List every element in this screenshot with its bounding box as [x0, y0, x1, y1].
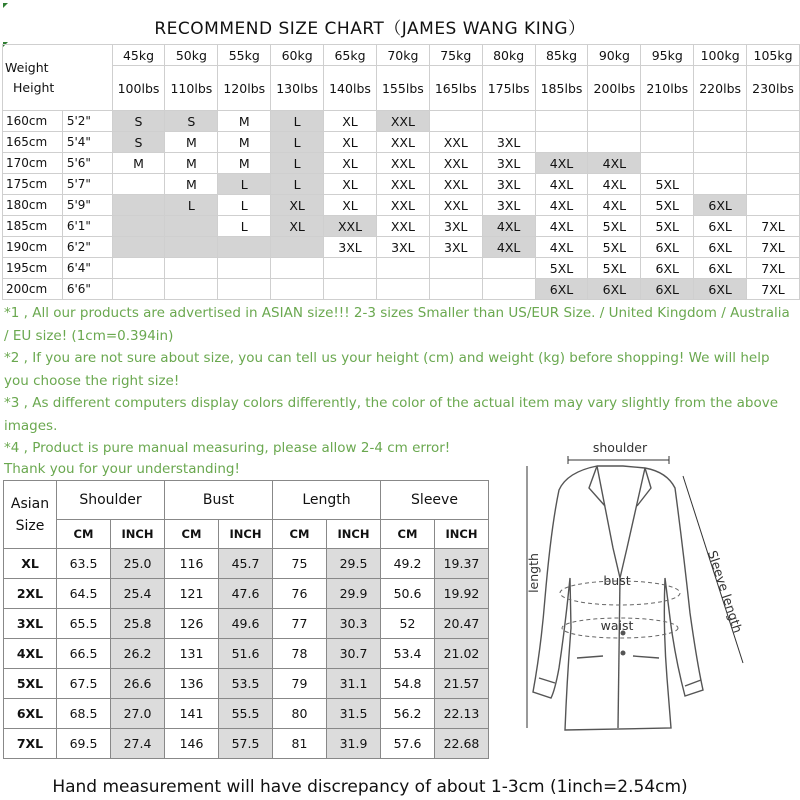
size-cell [324, 258, 377, 279]
size-cell: L [271, 174, 324, 195]
weight-lbs-header: 220lbs [694, 66, 747, 111]
size-cell: 3XL [376, 237, 429, 258]
inch-value-cell: 21.57 [435, 669, 489, 699]
size-cell [535, 111, 588, 132]
weight-kg-header: 105kg [747, 45, 800, 66]
measure-row [4, 549, 489, 579]
size-cell: 5XL [641, 216, 694, 237]
size-cell: L [271, 153, 324, 174]
size-cell: 4XL [588, 174, 641, 195]
height-cm-cell: 165cm [3, 132, 63, 153]
height-cm-cell: 200cm [3, 279, 63, 300]
inch-value-cell: 45.7 [219, 549, 273, 579]
size-cell: 3XL [482, 132, 535, 153]
height-ft-cell: 5'2" [62, 111, 112, 132]
size-label-cell: 5XL [4, 669, 57, 699]
cm-value-cell: 136 [165, 669, 219, 699]
measure-row [4, 639, 489, 669]
inch-value-cell: 29.5 [327, 549, 381, 579]
size-cell: 7XL [747, 258, 800, 279]
height-ft-cell: 5'6" [62, 153, 112, 174]
size-cell: XXL [376, 195, 429, 216]
unit-cm-header: CM [273, 520, 327, 549]
size-label-cell: 2XL [4, 579, 57, 609]
size-cell [482, 258, 535, 279]
weight-lbs-header: 210lbs [641, 66, 694, 111]
size-cell: 5XL [588, 216, 641, 237]
size-cell: 4XL [535, 216, 588, 237]
inch-value-cell: 21.02 [435, 639, 489, 669]
size-cell: S [112, 111, 165, 132]
inch-value-cell: 20.47 [435, 609, 489, 639]
size-cell: L [218, 216, 271, 237]
corner-mark [3, 3, 8, 8]
size-cell: 5XL [641, 174, 694, 195]
size-cell [482, 111, 535, 132]
size-row [3, 195, 800, 216]
size-cell [429, 111, 482, 132]
size-cell: 3XL [324, 237, 377, 258]
size-label-cell: XL [4, 549, 57, 579]
size-cell: 6XL [694, 237, 747, 258]
height-cm-cell: 175cm [3, 174, 63, 195]
weight-lbs-header: 155lbs [376, 66, 429, 111]
size-cell: L [271, 132, 324, 153]
inch-value-cell: 19.92 [435, 579, 489, 609]
inch-value-cell: 25.4 [111, 579, 165, 609]
size-cell: XXL [324, 216, 377, 237]
size-cell [641, 132, 694, 153]
footer-note: Hand measurement will have discrepancy of about 1-3cm (1inch=2.54cm) [52, 777, 688, 797]
cm-value-cell: 65.5 [57, 609, 111, 639]
size-cell [641, 111, 694, 132]
cm-value-cell: 56.2 [381, 699, 435, 729]
unit-cm-header: CM [57, 520, 111, 549]
length-label: length [526, 553, 541, 593]
size-cell [376, 258, 429, 279]
shoulder-label: shoulder [592, 440, 648, 455]
size-cell: M [218, 132, 271, 153]
height-cm-cell: 195cm [3, 258, 63, 279]
size-cell: XL [324, 132, 377, 153]
size-cell: L [165, 195, 218, 216]
weight-lbs-header: 130lbs [271, 66, 324, 111]
cm-value-cell: 54.8 [381, 669, 435, 699]
size-cell: 3XL [482, 195, 535, 216]
height-ft-cell: 5'9" [62, 195, 112, 216]
size-cell: L [218, 174, 271, 195]
size-row [3, 153, 800, 174]
size-cell [112, 279, 165, 300]
size-cell [694, 111, 747, 132]
size-cell: 5XL [535, 258, 588, 279]
size-cell: XL [324, 174, 377, 195]
size-cell: XL [324, 195, 377, 216]
weight-kg-header: 80kg [482, 45, 535, 66]
size-cell [482, 279, 535, 300]
inch-value-cell: 30.3 [327, 609, 381, 639]
height-ft-cell: 6'6" [62, 279, 112, 300]
note-line: Thank you for your understanding! [4, 460, 240, 477]
size-cell: M [165, 132, 218, 153]
weight-kg-header: 100kg [694, 45, 747, 66]
height-ft-cell: 6'2" [62, 237, 112, 258]
size-cell [112, 258, 165, 279]
unit-cm-header: CM [165, 520, 219, 549]
size-cell: S [112, 132, 165, 153]
weight-kg-header: 50kg [165, 45, 218, 66]
size-cell: 4XL [482, 216, 535, 237]
weight-lbs-header: 230lbs [747, 66, 800, 111]
size-cell: 4XL [535, 195, 588, 216]
size-cell: 4XL [535, 153, 588, 174]
cm-value-cell: 49.2 [381, 549, 435, 579]
inch-value-cell: 57.5 [219, 729, 273, 759]
weight-kg-header: 60kg [271, 45, 324, 66]
size-cell [324, 279, 377, 300]
size-cell [271, 258, 324, 279]
inch-value-cell: 31.5 [327, 699, 381, 729]
size-cell: 4XL [482, 237, 535, 258]
size-cell [694, 132, 747, 153]
measure-group-header: Length [273, 481, 381, 520]
size-cell: XXL [429, 174, 482, 195]
size-cell [641, 153, 694, 174]
size-row [3, 111, 800, 132]
cm-value-cell: 64.5 [57, 579, 111, 609]
size-cell: 4XL [588, 195, 641, 216]
weight-lbs-header: 185lbs [535, 66, 588, 111]
cm-value-cell: 67.5 [57, 669, 111, 699]
cm-value-cell: 63.5 [57, 549, 111, 579]
cm-value-cell: 52 [381, 609, 435, 639]
inch-value-cell: 31.9 [327, 729, 381, 759]
measure-row [4, 699, 489, 729]
size-cell [165, 279, 218, 300]
size-row [3, 258, 800, 279]
measure-row [4, 609, 489, 639]
asian-size-header: Asian Size [4, 481, 57, 549]
unit-inch-header: INCH [435, 520, 489, 549]
inch-value-cell: 27.4 [111, 729, 165, 759]
waist-label: waist [600, 618, 634, 633]
unit-cm-header: CM [381, 520, 435, 549]
inch-value-cell: 55.5 [219, 699, 273, 729]
height-header-label: Height [13, 79, 55, 95]
weight-lbs-header: 110lbs [165, 66, 218, 111]
inch-value-cell: 26.6 [111, 669, 165, 699]
size-cell: 6XL [588, 279, 641, 300]
height-cm-cell: 160cm [3, 111, 63, 132]
size-row [3, 132, 800, 153]
size-cell: 3XL [482, 153, 535, 174]
size-cell: S [165, 111, 218, 132]
measure-row [4, 669, 489, 699]
size-cell [112, 195, 165, 216]
size-label-cell: 3XL [4, 609, 57, 639]
size-cell: XXL [376, 111, 429, 132]
cm-value-cell: 79 [273, 669, 327, 699]
size-label-cell: 7XL [4, 729, 57, 759]
size-row [3, 216, 800, 237]
height-ft-cell: 6'1" [62, 216, 112, 237]
size-cell: 5XL [641, 195, 694, 216]
inch-value-cell: 22.13 [435, 699, 489, 729]
unit-inch-header: INCH [111, 520, 165, 549]
size-cell [747, 132, 800, 153]
inch-value-cell: 22.68 [435, 729, 489, 759]
inch-value-cell: 51.6 [219, 639, 273, 669]
size-cell: 5XL [588, 237, 641, 258]
size-cell [429, 258, 482, 279]
inch-value-cell: 26.2 [111, 639, 165, 669]
size-cell: 4XL [535, 174, 588, 195]
size-cell: XXL [376, 216, 429, 237]
size-cell [747, 111, 800, 132]
size-cell [112, 237, 165, 258]
size-cell [218, 258, 271, 279]
weight-kg-header: 95kg [641, 45, 694, 66]
cm-value-cell: 66.5 [57, 639, 111, 669]
weight-lbs-header: 175lbs [482, 66, 535, 111]
inch-value-cell: 25.0 [111, 549, 165, 579]
size-cell: 7XL [747, 237, 800, 258]
inch-value-cell: 47.6 [219, 579, 273, 609]
size-cell [747, 153, 800, 174]
inch-value-cell: 25.8 [111, 609, 165, 639]
weight-kg-header: 65kg [324, 45, 377, 66]
jacket-diagram [505, 428, 795, 773]
weight-header-label: Weight [5, 59, 49, 75]
cm-value-cell: 141 [165, 699, 219, 729]
size-cell [218, 279, 271, 300]
measure-group-header: Bust [165, 481, 273, 520]
size-cell [218, 237, 271, 258]
weight-kg-header: 70kg [376, 45, 429, 66]
note-line: *3 , As different computers display colors differently, the color of the actual item may vary slightly from the above images. [4, 395, 778, 434]
size-cell: M [112, 153, 165, 174]
size-cell [165, 216, 218, 237]
size-cell: 7XL [747, 279, 800, 300]
inch-value-cell: 31.1 [327, 669, 381, 699]
size-cell [747, 195, 800, 216]
unit-inch-header: INCH [327, 520, 381, 549]
bust-label: bust [603, 573, 631, 588]
size-cell [112, 216, 165, 237]
size-cell: 7XL [747, 216, 800, 237]
size-cell: XL [271, 195, 324, 216]
size-cell: XXL [376, 132, 429, 153]
size-cell [271, 279, 324, 300]
measure-row [4, 579, 489, 609]
height-ft-cell: 5'4" [62, 132, 112, 153]
inch-value-cell: 19.37 [435, 549, 489, 579]
size-cell: L [271, 111, 324, 132]
height-cm-cell: 185cm [3, 216, 63, 237]
cm-value-cell: 126 [165, 609, 219, 639]
size-cell [694, 174, 747, 195]
size-cell [165, 237, 218, 258]
size-cell: 6XL [694, 195, 747, 216]
size-cell: M [165, 153, 218, 174]
size-cell: 3XL [429, 237, 482, 258]
measurement-table [3, 480, 489, 759]
size-cell: XXL [429, 195, 482, 216]
size-cell: XXL [376, 153, 429, 174]
weight-lbs-header: 165lbs [429, 66, 482, 111]
size-cell: XL [271, 216, 324, 237]
size-cell: M [165, 174, 218, 195]
weight-lbs-header: 200lbs [588, 66, 641, 111]
jacket-outline [533, 466, 703, 730]
unit-inch-header: INCH [219, 520, 273, 549]
inch-value-cell: 49.6 [219, 609, 273, 639]
cm-value-cell: 116 [165, 549, 219, 579]
size-cell [694, 153, 747, 174]
size-cell: XL [324, 153, 377, 174]
size-cell: 6XL [641, 237, 694, 258]
note-line: *4 , Product is pure manual measuring, please allow 2-4 cm error! [4, 440, 451, 456]
size-cell [376, 279, 429, 300]
size-cell [112, 174, 165, 195]
cm-value-cell: 81 [273, 729, 327, 759]
size-cell: 6XL [641, 258, 694, 279]
inch-value-cell: 30.7 [327, 639, 381, 669]
size-cell [747, 174, 800, 195]
size-cell [588, 111, 641, 132]
size-cell [535, 132, 588, 153]
size-row [3, 279, 800, 300]
size-cell: XXL [429, 153, 482, 174]
cm-value-cell: 78 [273, 639, 327, 669]
size-cell: 6XL [641, 279, 694, 300]
note-line: *2 , If you are not sure about size, you can tell us your height (cm) and weight (kg) before shopping! We will help you choose the right size! [4, 350, 770, 389]
cm-value-cell: 131 [165, 639, 219, 669]
weight-kg-header: 90kg [588, 45, 641, 66]
header-corner [3, 45, 113, 111]
cm-value-cell: 57.6 [381, 729, 435, 759]
weight-lbs-header: 140lbs [324, 66, 377, 111]
cm-value-cell: 50.6 [381, 579, 435, 609]
size-row [3, 237, 800, 258]
weight-lbs-header: 100lbs [112, 66, 165, 111]
cm-value-cell: 121 [165, 579, 219, 609]
cm-value-cell: 80 [273, 699, 327, 729]
measure-group-header: Sleeve [381, 481, 489, 520]
size-label-cell: 4XL [4, 639, 57, 669]
size-recommendation-table [2, 44, 800, 300]
measure-row [4, 729, 489, 759]
inch-value-cell: 29.9 [327, 579, 381, 609]
size-cell: 3XL [482, 174, 535, 195]
size-cell: M [218, 111, 271, 132]
size-cell: 5XL [588, 258, 641, 279]
weight-kg-header: 85kg [535, 45, 588, 66]
sleeve-label: Sleeve length [704, 548, 746, 635]
cm-value-cell: 68.5 [57, 699, 111, 729]
size-cell: 4XL [535, 237, 588, 258]
size-cell [429, 279, 482, 300]
height-cm-cell: 190cm [3, 237, 63, 258]
size-row [3, 174, 800, 195]
size-cell: M [218, 153, 271, 174]
measure-group-header: Shoulder [57, 481, 165, 520]
height-ft-cell: 6'4" [62, 258, 112, 279]
cm-value-cell: 69.5 [57, 729, 111, 759]
cm-value-cell: 77 [273, 609, 327, 639]
size-cell: XXL [429, 132, 482, 153]
cm-value-cell: 53.4 [381, 639, 435, 669]
size-label-cell: 6XL [4, 699, 57, 729]
inch-value-cell: 53.5 [219, 669, 273, 699]
size-cell: 6XL [694, 258, 747, 279]
size-cell: 3XL [429, 216, 482, 237]
weight-kg-header: 55kg [218, 45, 271, 66]
height-ft-cell: 5'7" [62, 174, 112, 195]
size-cell: 6XL [694, 279, 747, 300]
size-cell [165, 258, 218, 279]
size-cell: 6XL [535, 279, 588, 300]
height-cm-cell: 180cm [3, 195, 63, 216]
weight-kg-header: 75kg [429, 45, 482, 66]
weight-lbs-header: 120lbs [218, 66, 271, 111]
size-cell [271, 237, 324, 258]
weight-kg-header: 45kg [112, 45, 165, 66]
size-cell [588, 132, 641, 153]
cm-value-cell: 76 [273, 579, 327, 609]
note-line: *1 , All our products are advertised in ASIAN size!!! 2-3 sizes Smaller than US/EUR Size. / United Kingdom / Australia / EU size! (1cm=0.394in) [4, 305, 790, 344]
inch-value-cell: 27.0 [111, 699, 165, 729]
page-title: RECOMMEND SIZE CHART（JAMES WANG KING） [154, 19, 586, 39]
size-cell: 4XL [588, 153, 641, 174]
cm-value-cell: 146 [165, 729, 219, 759]
size-cell: XL [324, 111, 377, 132]
height-cm-cell: 170cm [3, 153, 63, 174]
size-cell: 6XL [694, 216, 747, 237]
size-cell: L [218, 195, 271, 216]
cm-value-cell: 75 [273, 549, 327, 579]
size-cell: XXL [376, 174, 429, 195]
